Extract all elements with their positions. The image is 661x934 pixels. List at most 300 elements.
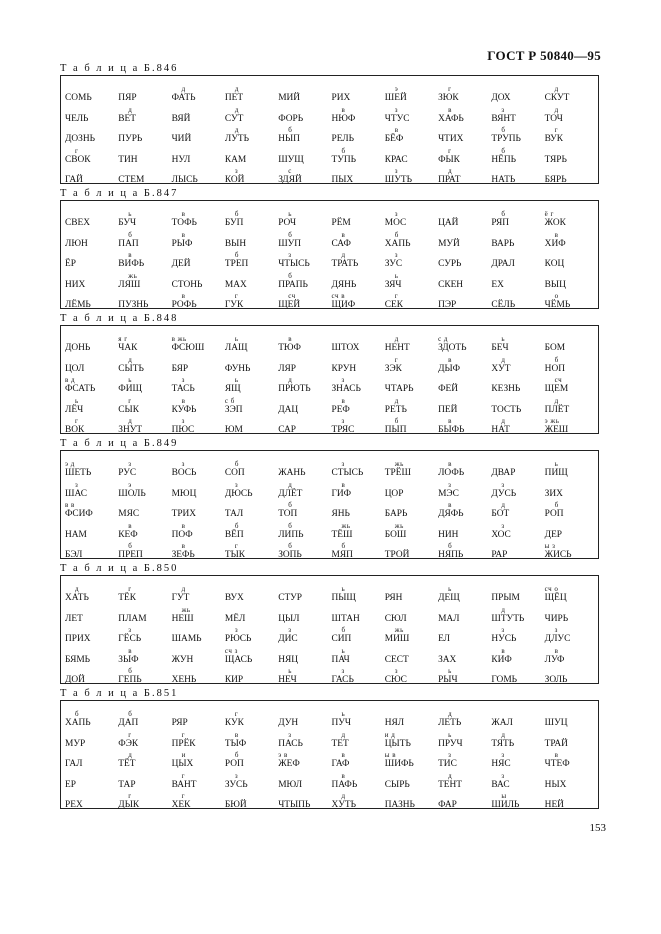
word-cell bbox=[278, 751, 331, 770]
word: ЦАЙ bbox=[438, 218, 459, 229]
word-cell bbox=[331, 376, 384, 395]
word-cell bbox=[65, 480, 118, 499]
table-row bbox=[65, 415, 598, 435]
word: ТЫФ bbox=[224, 738, 247, 749]
word-cell bbox=[385, 593, 438, 603]
word: ФСАТЬ bbox=[65, 384, 96, 395]
word-cell bbox=[278, 376, 331, 395]
word: ЛЮН bbox=[65, 238, 88, 249]
word: ШИФЬ bbox=[384, 759, 414, 770]
word: СТЕМ bbox=[118, 174, 145, 185]
word-cell bbox=[172, 114, 225, 124]
word: ТРУПЬ bbox=[491, 134, 521, 145]
error-mark: ь bbox=[448, 585, 452, 594]
word-cell bbox=[331, 396, 384, 415]
word: ЗДЯЙ bbox=[278, 174, 302, 185]
word: БЕЧ bbox=[491, 343, 509, 354]
word: ГОМЬ bbox=[491, 674, 518, 685]
word-cell bbox=[65, 93, 118, 103]
word: ПРУЧ bbox=[438, 738, 463, 749]
word: СЕК bbox=[384, 299, 404, 310]
word-cell bbox=[331, 105, 384, 124]
word: ФОРЬ bbox=[278, 113, 304, 124]
error-mark: з bbox=[128, 626, 132, 635]
word: СКЕН bbox=[438, 279, 464, 290]
error-mark: ь bbox=[341, 646, 346, 655]
word: НИН bbox=[438, 529, 459, 540]
error-mark: г bbox=[128, 585, 132, 594]
error-mark: жь bbox=[394, 460, 404, 469]
error-mark: в bbox=[128, 251, 133, 260]
word: ЯЩ bbox=[224, 384, 241, 395]
word-cell bbox=[278, 291, 331, 310]
word-cell bbox=[438, 710, 491, 729]
error-mark: б bbox=[128, 541, 133, 550]
table-row bbox=[65, 103, 598, 123]
error-mark: б bbox=[394, 416, 399, 425]
table-row bbox=[65, 644, 598, 664]
word: ДУСЬ bbox=[491, 488, 517, 499]
error-mark: г bbox=[75, 146, 79, 155]
word-cell bbox=[225, 364, 278, 374]
word: БЯМЬ bbox=[65, 654, 91, 665]
error-mark: ь bbox=[75, 396, 79, 405]
word-cell bbox=[224, 126, 278, 145]
word-cell bbox=[438, 335, 491, 354]
word: ТУПЬ bbox=[331, 154, 357, 165]
error-mark: сч в bbox=[331, 291, 346, 300]
word-cell bbox=[384, 355, 438, 374]
word-cell bbox=[65, 343, 118, 353]
table-row bbox=[65, 290, 598, 310]
error-mark: в bbox=[394, 126, 399, 135]
error-mark: з bbox=[234, 626, 239, 635]
word: ДЯФЬ bbox=[438, 509, 464, 520]
word-cell bbox=[491, 550, 544, 560]
word-cell bbox=[331, 291, 384, 310]
table-row bbox=[65, 208, 598, 228]
word: ЖИСЬ bbox=[544, 549, 572, 560]
error-mark: д bbox=[554, 105, 559, 114]
word-cell bbox=[438, 634, 491, 644]
word: ДОЗНЬ bbox=[65, 134, 96, 145]
word: ПАЗНЬ bbox=[384, 799, 415, 810]
word-cell bbox=[545, 155, 598, 165]
word-cell bbox=[278, 230, 331, 249]
word-cell bbox=[545, 800, 598, 810]
word: ЕЛ bbox=[438, 634, 451, 645]
word: ТЁК bbox=[118, 593, 137, 604]
error-mark: з bbox=[394, 210, 399, 219]
word-cell bbox=[438, 655, 491, 665]
word-cell bbox=[438, 501, 491, 520]
word-cell bbox=[171, 521, 225, 540]
word-cell bbox=[224, 460, 278, 479]
word-cell bbox=[544, 460, 598, 479]
error-mark: з bbox=[181, 376, 185, 385]
word-cell bbox=[331, 251, 384, 270]
word-cell bbox=[331, 509, 384, 519]
word-cell bbox=[172, 364, 225, 374]
word-cell bbox=[331, 93, 384, 103]
word: НЮФ bbox=[331, 113, 356, 124]
word-cell bbox=[118, 626, 171, 645]
error-mark: з bbox=[234, 771, 239, 780]
error-mark: в bbox=[181, 396, 186, 405]
word: ГАЙ bbox=[65, 174, 83, 185]
word: ВИФЬ bbox=[118, 259, 145, 270]
table-row bbox=[65, 624, 598, 644]
word-cell bbox=[545, 343, 598, 353]
word-cell bbox=[331, 585, 384, 604]
word: ДЕЩ bbox=[438, 593, 460, 604]
word-cell bbox=[118, 585, 171, 604]
word: ЦЫТЬ bbox=[384, 738, 411, 749]
error-mark: з bbox=[341, 460, 345, 469]
word-cell bbox=[544, 626, 598, 645]
word-table bbox=[60, 200, 599, 309]
error-mark: в bbox=[448, 416, 452, 425]
error-mark: б bbox=[234, 210, 239, 219]
word-cell bbox=[278, 666, 331, 685]
word-cell bbox=[438, 530, 491, 540]
word: НЯЛ bbox=[384, 718, 405, 729]
word-cell bbox=[331, 416, 384, 435]
word-cell bbox=[65, 175, 118, 185]
word-cell bbox=[278, 271, 331, 290]
word-cell bbox=[545, 718, 598, 728]
word-cell bbox=[224, 480, 278, 499]
word: ШЕЙ bbox=[384, 93, 407, 104]
word: ЗИХ bbox=[544, 488, 563, 499]
word-cell bbox=[224, 771, 278, 790]
error-mark: в жь bbox=[171, 335, 187, 344]
word-cell bbox=[172, 655, 225, 665]
word: ТРИХ bbox=[171, 509, 197, 520]
table-b850 bbox=[60, 562, 599, 684]
word: БЁФ bbox=[384, 134, 404, 145]
error-mark: д bbox=[288, 376, 293, 385]
word-cell bbox=[544, 416, 598, 435]
word: ЖЕШ bbox=[544, 424, 569, 435]
error-mark: д bbox=[128, 416, 133, 425]
word-cell bbox=[331, 134, 384, 144]
error-mark: з bbox=[448, 751, 452, 760]
word: ЗНАСЬ bbox=[331, 384, 361, 395]
word: ТРОЙ bbox=[384, 549, 410, 560]
word-cell bbox=[65, 114, 118, 124]
word: ЦОЛ bbox=[65, 363, 85, 374]
word-cell bbox=[225, 509, 278, 519]
word: ЛИПЬ bbox=[278, 529, 304, 540]
word: СОП bbox=[224, 468, 245, 479]
error-mark: д bbox=[128, 751, 133, 760]
table-b846 bbox=[60, 62, 599, 184]
word-cell bbox=[491, 300, 544, 310]
word-cell bbox=[65, 416, 118, 435]
error-mark: д bbox=[501, 501, 506, 510]
word-cell bbox=[225, 593, 278, 603]
word: НУСЬ bbox=[491, 634, 517, 645]
error-mark: г bbox=[128, 396, 132, 405]
error-mark: б bbox=[234, 521, 239, 530]
word-cell bbox=[224, 335, 278, 354]
word-cell bbox=[224, 396, 278, 415]
word: ТАР bbox=[118, 779, 136, 790]
word-cell bbox=[491, 521, 544, 540]
word-cell bbox=[385, 780, 438, 790]
word-cell bbox=[278, 521, 331, 540]
word: ХИФ bbox=[544, 238, 566, 249]
error-mark: в bbox=[448, 460, 452, 469]
word: НЕШ bbox=[171, 613, 194, 624]
word: ЖАЛ bbox=[491, 718, 513, 729]
word: ЗУСЬ bbox=[224, 779, 248, 790]
error-mark: в bbox=[234, 730, 239, 739]
word: СКУТ bbox=[544, 93, 570, 104]
word: ТОП bbox=[278, 509, 298, 520]
error-mark: с д bbox=[438, 335, 448, 344]
word-cell bbox=[331, 480, 384, 499]
word-cell bbox=[384, 210, 438, 229]
word: ДЮСЬ bbox=[224, 488, 253, 499]
word: ЧТАРЬ bbox=[384, 384, 414, 395]
word-cell bbox=[118, 300, 171, 310]
word-cell bbox=[545, 489, 598, 499]
word: ЗУС bbox=[384, 259, 403, 270]
word: ЧИРЬ bbox=[544, 613, 569, 624]
word: ПЕЙ bbox=[438, 404, 458, 415]
word: ЧТИХ bbox=[438, 134, 464, 145]
word-cell bbox=[65, 259, 118, 269]
word: ПРЁК bbox=[171, 738, 196, 749]
word: СЫК bbox=[118, 404, 139, 415]
error-mark: сч о bbox=[544, 585, 559, 594]
word: ТОЧ bbox=[544, 113, 563, 124]
error-mark: в bbox=[181, 230, 186, 239]
word: РИХ bbox=[331, 93, 351, 104]
word-cell bbox=[278, 210, 331, 229]
word-cell bbox=[224, 291, 278, 310]
table-row bbox=[65, 665, 598, 685]
word: ЛЕТЬ bbox=[438, 718, 462, 729]
error-mark: з bbox=[234, 166, 239, 175]
word: ЁР bbox=[65, 259, 76, 270]
word-cell bbox=[438, 585, 491, 604]
word: ЖАНЬ bbox=[278, 468, 306, 479]
error-mark: з bbox=[288, 626, 292, 635]
table-row bbox=[65, 458, 598, 478]
word-cell bbox=[172, 718, 225, 728]
table-row bbox=[65, 583, 598, 603]
word-cell bbox=[544, 230, 598, 249]
word-cell bbox=[384, 521, 438, 540]
word-cell bbox=[544, 210, 598, 229]
word-cell bbox=[65, 300, 118, 310]
word: РЕХ bbox=[65, 799, 83, 810]
word: ШТАН bbox=[331, 613, 360, 624]
word: СЮС bbox=[384, 674, 407, 685]
word-cell bbox=[118, 646, 171, 665]
word-cell bbox=[491, 146, 544, 165]
error-mark: ь bbox=[288, 210, 292, 219]
word-cell bbox=[385, 718, 438, 728]
word-cell bbox=[118, 710, 171, 729]
word-cell bbox=[172, 509, 225, 519]
word: СТОНЬ bbox=[171, 279, 203, 290]
word: ДОНЬ bbox=[65, 343, 91, 354]
word-cell bbox=[65, 780, 118, 790]
error-mark: в bbox=[181, 210, 186, 219]
error-mark: з bbox=[288, 730, 292, 739]
word-cell bbox=[544, 126, 598, 145]
word: ЧИЙ bbox=[171, 134, 192, 145]
word: ШЕТЬ bbox=[65, 468, 92, 479]
error-mark: с bbox=[288, 166, 292, 175]
word: НЕНТ bbox=[384, 343, 410, 354]
error-mark: и д bbox=[384, 730, 396, 739]
error-mark: д bbox=[181, 585, 186, 594]
error-mark: г bbox=[448, 85, 452, 94]
word-cell bbox=[278, 114, 331, 124]
word-cell bbox=[171, 460, 225, 479]
word-cell bbox=[65, 550, 118, 560]
word-cell bbox=[118, 780, 171, 790]
error-mark: в bbox=[448, 355, 452, 364]
word: ЗЮК bbox=[438, 93, 459, 104]
word: ВЯНТ bbox=[491, 113, 516, 124]
word-cell bbox=[224, 626, 278, 645]
word: НУЛ bbox=[171, 154, 191, 165]
word-cell bbox=[331, 771, 384, 790]
table-row bbox=[65, 124, 598, 144]
word: ФАР bbox=[438, 799, 457, 810]
word-cell bbox=[118, 751, 171, 770]
error-mark: ь bbox=[448, 666, 452, 675]
word: ЛЁЧ bbox=[65, 404, 84, 415]
word: ПУЧ bbox=[331, 718, 351, 729]
word-cell bbox=[118, 355, 171, 374]
word: НЕЧ bbox=[278, 674, 297, 685]
word: КУФЬ bbox=[171, 404, 197, 415]
word: МУЙ bbox=[438, 238, 460, 249]
word-cell bbox=[491, 259, 544, 269]
word: СОМЬ bbox=[65, 93, 92, 104]
word-cell bbox=[544, 751, 598, 770]
word: КЕФ bbox=[118, 529, 138, 540]
word-cell bbox=[384, 251, 438, 270]
word-cell bbox=[491, 210, 544, 229]
word-cell bbox=[171, 791, 225, 810]
word-cell bbox=[118, 521, 171, 540]
word: ДАЦ bbox=[278, 404, 299, 415]
word-cell bbox=[385, 655, 438, 665]
word-cell bbox=[224, 105, 278, 124]
word: ЗАХ bbox=[438, 654, 457, 665]
word-cell bbox=[438, 280, 491, 290]
word-cell bbox=[278, 155, 331, 165]
error-mark: д bbox=[448, 710, 453, 719]
word-cell bbox=[438, 85, 491, 104]
word: ПЫП bbox=[384, 424, 407, 435]
word-cell bbox=[172, 175, 225, 185]
word-cell bbox=[384, 730, 438, 749]
word-cell bbox=[171, 210, 225, 229]
word: ФЕЙ bbox=[438, 384, 458, 395]
table-b851 bbox=[60, 687, 599, 809]
word: ВЫЦ bbox=[544, 279, 566, 290]
word: МУР bbox=[65, 738, 86, 749]
word: ПАФЬ bbox=[331, 779, 358, 790]
word-cell bbox=[65, 146, 118, 165]
error-mark: д bbox=[288, 480, 293, 489]
word: РАР bbox=[491, 549, 508, 560]
word: ТЮФ bbox=[278, 343, 301, 354]
word-cell bbox=[118, 376, 171, 395]
word: ХАПЬ bbox=[65, 718, 91, 729]
word: РЯР bbox=[171, 718, 188, 729]
table-row bbox=[65, 144, 598, 164]
error-mark: в bbox=[554, 230, 559, 239]
word-cell bbox=[118, 155, 171, 165]
word: ТАСЬ bbox=[171, 384, 195, 395]
word-cell bbox=[331, 343, 384, 353]
word: ЩЕЙ bbox=[278, 299, 301, 310]
error-mark: з bbox=[501, 480, 505, 489]
error-mark: б bbox=[501, 126, 506, 135]
error-mark: з bbox=[341, 376, 345, 385]
error-mark: г bbox=[234, 710, 239, 719]
word: ТЯТЬ bbox=[491, 738, 515, 749]
table-row bbox=[65, 269, 598, 289]
error-mark: в bbox=[181, 541, 186, 550]
error-mark: д bbox=[448, 771, 453, 780]
word-table bbox=[60, 325, 599, 434]
word-cell bbox=[491, 791, 544, 810]
error-mark: б bbox=[234, 460, 239, 469]
word-cell bbox=[171, 416, 225, 435]
word: ШТОХ bbox=[331, 343, 360, 354]
word-cell bbox=[385, 550, 438, 560]
table-b849 bbox=[60, 437, 599, 559]
word: ЛЫСЬ bbox=[171, 174, 198, 185]
word: ЦЫХ bbox=[171, 759, 194, 770]
word-cell bbox=[438, 300, 491, 310]
word-cell bbox=[278, 468, 331, 478]
word: ПАЧ bbox=[331, 654, 350, 665]
word-cell bbox=[224, 251, 278, 270]
word-cell bbox=[172, 259, 225, 269]
word-cell bbox=[491, 280, 544, 290]
word: ПОФ bbox=[171, 529, 193, 540]
word: ЕХ bbox=[491, 279, 504, 290]
table-row bbox=[65, 790, 598, 810]
word-cell bbox=[385, 509, 438, 519]
word-cell bbox=[172, 634, 225, 644]
word-cell bbox=[225, 675, 278, 685]
word: ЗЕФЬ bbox=[171, 549, 195, 560]
word: РОП bbox=[544, 509, 564, 520]
word: ВЕТ bbox=[118, 113, 137, 124]
word-cell bbox=[331, 791, 384, 810]
word-cell bbox=[545, 675, 598, 685]
error-mark: з bbox=[181, 460, 185, 469]
word: БАРЬ bbox=[384, 509, 408, 520]
word: ПАП bbox=[118, 238, 139, 249]
word-cell bbox=[224, 730, 278, 749]
error-mark: з bbox=[501, 626, 505, 635]
word: ЛЁМЬ bbox=[65, 299, 91, 310]
